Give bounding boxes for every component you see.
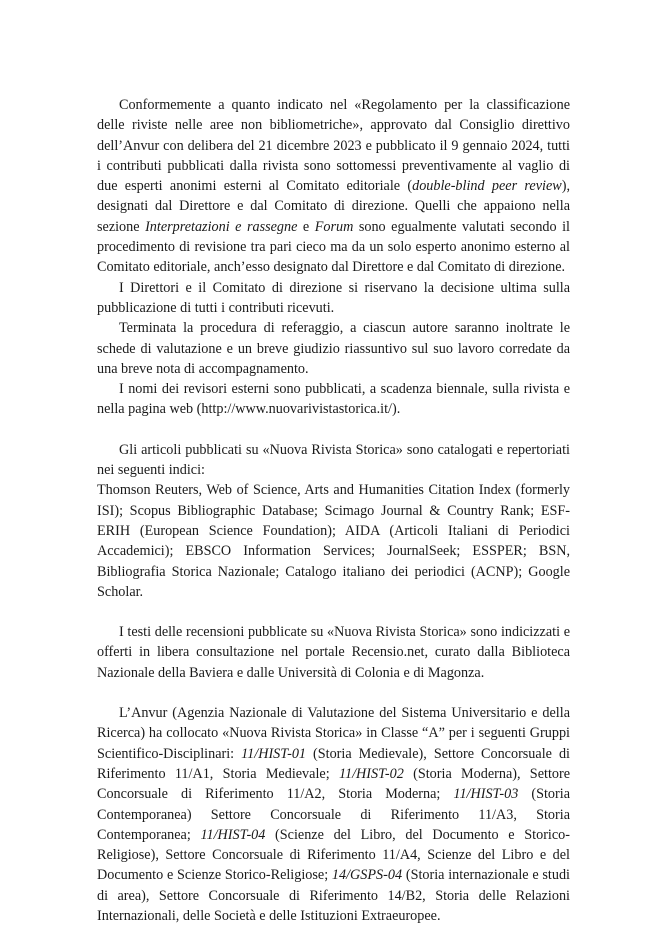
anvur-paragraph: [97, 703, 570, 926]
section-gap: [97, 602, 570, 622]
review-paragraph-2: I Direttori e il Comitato di direzione si riservano la decisione ultima sulla pubblicazione di tutti i contributi ricevuti.: [97, 279, 570, 316]
text-run: e: [297, 218, 315, 235]
italic-text: Interpretazioni e rassegne: [145, 218, 298, 235]
document-page: [97, 95, 570, 926]
indexing-list: Thomson Reuters, Web of Science, Arts and Humanities Citation Index (formerly ISI); Scopus Bibliographic Database; Scimago Journal & Country Rank; ESF-ERIH (European Science Foundation); AIDA (Articoli Italiani di Periodici Accademici); EBSCO Information Services; JournalSeek; ESSPER; BSN, Bibliografia Storica Nazionale; Catalogo italiano dei periodici (ACNP); Google Scholar.: [97, 482, 570, 600]
section-gap: [97, 420, 570, 440]
review-paragraph-1: [97, 95, 570, 278]
italic-text: 11/HIST-04: [200, 826, 266, 843]
recensio-paragraph: I testi delle recensioni pubblicate su «Nuova Rivista Storica» sono indicizzati e offerti in libera consultazione nel portale Recensio.net, curato dalla Biblioteca Nazionale della Baviera e dalle Università di Colonia e di Magonza.: [97, 624, 570, 681]
italic-text: 11/HIST-02: [338, 765, 404, 782]
indexing-intro: Gli articoli pubblicati su «Nuova Rivista Storica» sono catalogati e repertoriati nei seguenti indici:: [97, 441, 570, 479]
text-run: Conformemente a quanto indicato nel «Regolamento per la classificazione delle riviste nelle aree non bibliometriche», approvato dal Consiglio direttivo dell’Anvur con delibera del 21 dicembre 2023 e pubblicato il 9 gennaio 2024, tutti i contributi pubblicati dalla rivista sono sottomessi preventivamente al vaglio di due esperti anonimi esterni al Comitato editoriale (: [97, 97, 570, 195]
text-run: (Scienze del Libro, del Documento e Storico-Religiose), Settore Concorsuale di Riferimento 11/A4, Scienze del Libro e del Documento e Scienze Storico-Religiose;: [97, 826, 570, 884]
italic-text: 11/HIST-03: [453, 786, 519, 803]
text-run: (Storia internazionale e studi di area), Settore Concorsuale di Riferimento 14/B2, Storia delle Relazioni Internazionali, delle Società e delle Istituzioni Extraeuropee.: [97, 867, 570, 924]
text-run: sono egualmente valutati secondo il procedimento di revisione tra pari cieco ma da un solo esperto anonimo esterno al Comitato editoriale, anch’esso designato dal Direttore e dal Comitato di direzione.: [97, 218, 570, 276]
italic-text: 14/GSPS-04: [331, 867, 403, 884]
review-paragraph-3: Terminata la procedura di referaggio, a ciascun autore saranno inoltrate le schede di valutazione e un breve giudizio riassuntivo sul suo lavoro corredate da una breve nota di accompagnamento.: [97, 320, 570, 377]
italic-text: double-blind peer review: [412, 178, 562, 195]
section-gap: [97, 683, 570, 703]
text-run: (Storia Medievale), Settore Concorsuale di Riferimento 11/A1, Storia Medievale;: [97, 745, 570, 782]
text-run: L’Anvur (Agenzia Nazionale di Valutazione del Sistema Universitario e della Ricerca) ha collocato «Nuova Rivista Storica» in Classe “A” per i seguenti Gruppi Scientifico-Disciplinari:: [97, 705, 570, 762]
text-run: (Storia Contemporanea) Settore Concorsuale di Riferimento 11/A3, Storia Contemporanea;: [97, 786, 570, 843]
text-run: (Storia Moderna), Settore Concorsuale di Riferimento 11/A2, Storia Moderna;: [97, 765, 570, 803]
text-run: ), designati dal Direttore e dal Comitato di direzione. Quelli che appaiono nella sezione: [97, 178, 570, 235]
review-paragraph-4: I nomi dei revisori esterni sono pubblicati, a scadenza biennale, sulla rivista e nella pagina web (http://www.nuovarivistastorica.it/).: [97, 381, 570, 418]
italic-text: 11/HIST-01: [241, 745, 307, 762]
italic-text: Forum: [314, 218, 354, 235]
